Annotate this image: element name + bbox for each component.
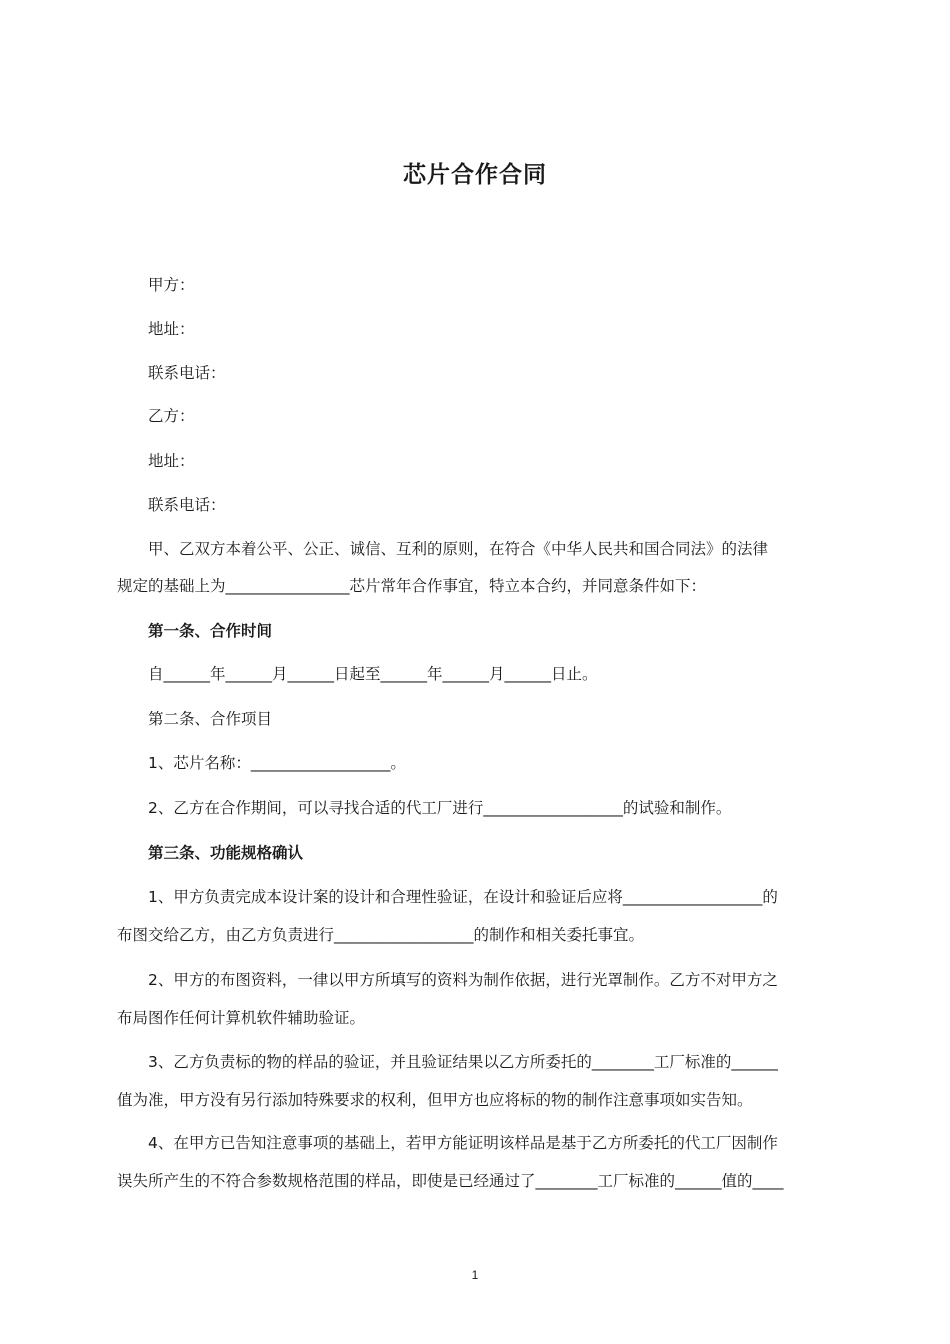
article-3-p2-line-2: 布局图作任何计算机软件辅助验证。 [117,1009,366,1027]
article-3-p2-line-1: 2、甲方的布图资料，一律以甲方所填写的资料为制作依据，进行光罩制作。乙方不对甲方之 [148,971,778,989]
party-a-phone-label: 联系电话： [148,364,226,382]
article-1-body: 自______年______月______日起至______年______月______日止。 [148,665,598,683]
article-3-p1-line-1: 1、甲方负责完成本设计案的设计和合理性验证，在设计和验证后应将__________________的 [148,888,778,906]
article-2-item-2: 2、乙方在合作期间，可以寻找合适的代工厂进行__________________的试验和制作。 [148,799,732,817]
article-3-p3-line-1: 3、乙方负责标的物的样品的验证，并且验证结果以乙方所委托的________工厂标准的______ [148,1053,778,1071]
article-1-heading: 第一条、合作时间 [148,622,273,640]
article-3-p4-line-1: 4、在甲方已告知注意事项的基础上，若甲方能证明该样品是基于乙方所委托的代工厂因制作 [148,1134,778,1152]
article-3-p1-line-2: 布图交给乙方，由乙方负责进行__________________的制作和相关委托事宜。 [117,926,645,944]
party-a-label: 甲方： [148,276,195,294]
party-a-address-label: 地址： [148,320,195,338]
party-b-address-label: 地址： [148,452,195,470]
article-3-p3-line-2: 值为准，甲方没有另行添加特殊要求的权利，但甲方也应将标的物的制作注意事项如实告知。 [117,1091,753,1109]
intro-line-1: 甲、乙双方本着公平、公正、诚信、互利的原则，在符合《中华人民共和国合同法》的法律 [148,540,769,558]
article-3-p4-line-2: 误失所产生的不符合参数规格范围的样品，即使是已经通过了________工厂标准的______值的____ [117,1172,784,1190]
party-b-phone-label: 联系电话： [148,496,226,514]
article-2-heading: 第二条、合作项目 [148,710,273,728]
party-b-label: 乙方： [148,407,195,425]
article-3-heading: 第三条、功能规格确认 [148,844,304,862]
page-number: 1 [471,1268,479,1282]
article-2-item-1: 1、芯片名称：__________________。 [148,754,406,772]
document-title: 芯片合作合同 [403,162,547,188]
intro-line-2: 规定的基础上为________________芯片常年合作事宜，特立本合约，并同意条件如下： [117,577,707,595]
